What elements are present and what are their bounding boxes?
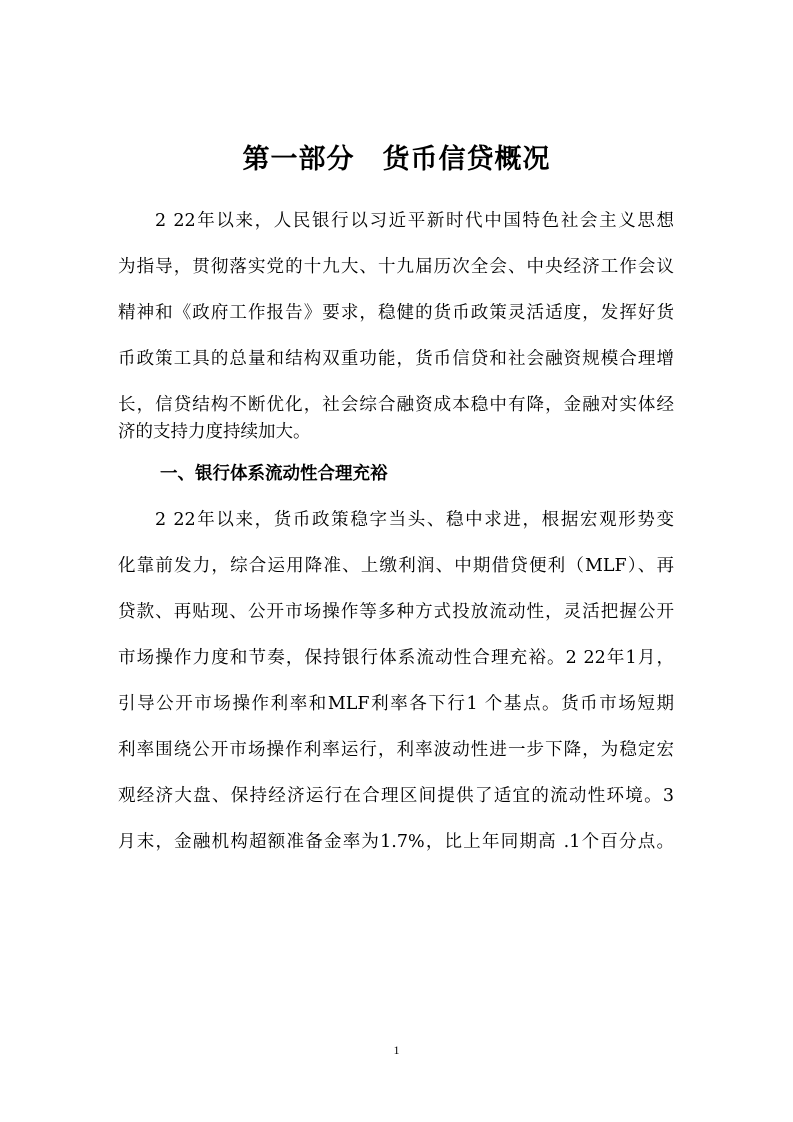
paragraph-line: 为指导，贯彻落实党的十九大、十九届历次全会、中央经济工作会议 [118,257,674,277]
paragraph-line: 长，信贷结构不断优化，社会综合融资成本稳中有降，金融对实体经 [118,395,674,415]
paragraph-line: 月末，金融机构超额准备金率为1.7%，比上年同期高 .1个百分点。 [118,832,674,852]
paragraph-line: 币政策工具的总量和结构双重功能，货币信贷和社会融资规模合理增 [118,349,674,369]
paragraph-line: 2 22年以来，人民银行以习近平新时代中国特色社会主义思想 [155,211,674,231]
paragraph-line: 化靠前发力，综合运用降准、上缴利润、中期借贷便利（MLF）、再 [118,556,674,576]
paragraph-line: 利率围绕公开市场操作利率运行，利率波动性进一步下降，为稳定宏 [118,740,674,760]
page-number: 1 [393,1043,400,1057]
section-heading: 一、银行体系流动性合理充裕 [160,464,388,484]
paragraph-line: 市场操作力度和节奏，保持银行体系流动性合理充裕。2 22年1月， [118,648,674,668]
paragraph-line: 精神和《政府工作报告》要求，稳健的货币政策灵活适度，发挥好货 [118,303,674,323]
paragraph-line: 贷款、再贴现、公开市场操作等多种方式投放流动性，灵活把握公开 [118,602,674,622]
paragraph-line: 济的支持力度持续加大。 [118,422,311,442]
paragraph-line: 2 22年以来，货币政策稳字当头、稳中求进，根据宏观形势变 [155,510,674,530]
page-title: 第一部分 货币信贷概况 [242,144,551,175]
paragraph-line: 引导公开市场操作利率和MLF利率各下行1 个基点。货币市场短期 [118,694,674,714]
paragraph-line: 观经济大盘、保持经济运行在合理区间提供了适宜的流动性环境。3 [118,786,674,806]
